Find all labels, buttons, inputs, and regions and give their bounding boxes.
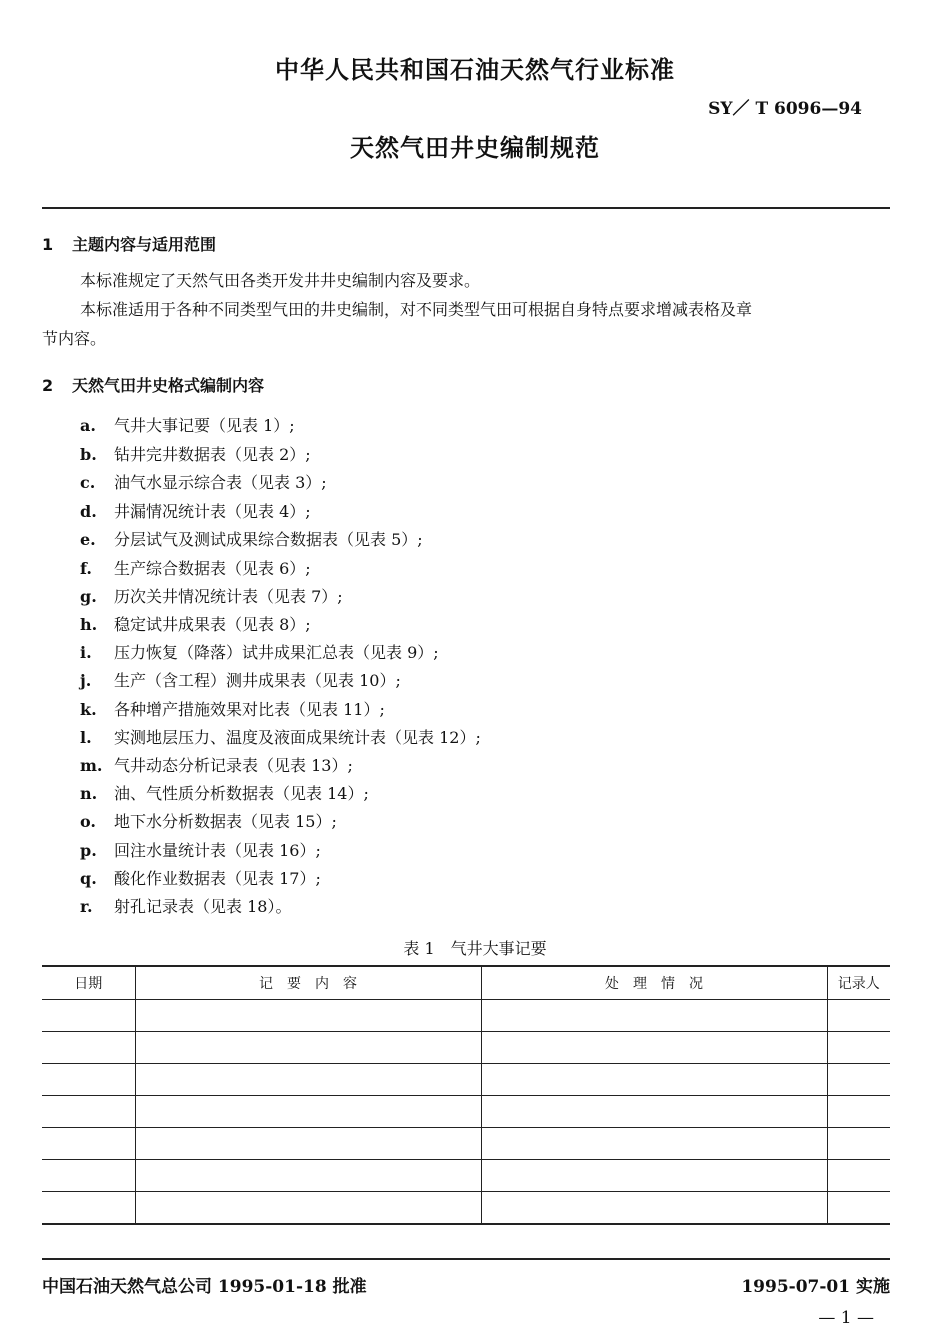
list-text: 回注水量统计表（见表 16）; <box>114 841 321 860</box>
list-text: 历次关井情况统计表（见表 7）; <box>114 587 343 606</box>
list-text: 酸化作业数据表（见表 17）; <box>114 869 321 888</box>
list-item <box>80 584 343 607</box>
table-cell <box>481 1192 827 1225</box>
table-cell <box>827 1096 890 1128</box>
header-recorder: 记录人 <box>827 966 890 1000</box>
table-cell <box>827 1032 890 1064</box>
well-events-table <box>42 965 890 1225</box>
table-cell <box>135 1192 481 1225</box>
list-letter: f. <box>80 559 92 578</box>
list-letter: d. <box>80 502 97 521</box>
list-text: 地下水分析数据表（见表 15）; <box>114 812 337 831</box>
list-letter: r. <box>80 897 93 916</box>
header-date: 日期 <box>42 966 135 1000</box>
list-letter: g. <box>80 587 97 606</box>
table-cell <box>827 1000 890 1032</box>
list-item <box>80 697 385 720</box>
list-text: 压力恢复（降落）试井成果汇总表（见表 9）; <box>114 643 439 662</box>
list-item <box>80 527 423 550</box>
list-letter: o. <box>80 812 96 831</box>
page-number: — 1 — <box>818 1308 874 1328</box>
list-text: 钻井完井数据表（见表 2）; <box>114 445 311 464</box>
approval-line: 中国石油天然气总公司 1995-01-18 批准 <box>42 1277 367 1297</box>
list-letter: n. <box>80 784 98 803</box>
standard-code: SY／ T 6096—94 <box>708 99 862 119</box>
table-cell <box>42 1160 135 1192</box>
table-cell <box>481 1064 827 1096</box>
table-row <box>42 1128 890 1160</box>
table-cell <box>42 1032 135 1064</box>
list-letter: q. <box>80 869 97 888</box>
list-item <box>80 470 327 493</box>
table-cell <box>481 1160 827 1192</box>
list-text: 生产综合数据表（见表 6）; <box>114 559 311 578</box>
main-title: 中华人民共和国石油天然气行业标准 <box>275 56 675 84</box>
table-row <box>42 1032 890 1064</box>
list-letter: m. <box>80 756 103 775</box>
section-1-heading <box>42 232 216 255</box>
list-item <box>80 668 401 691</box>
list-item <box>80 838 321 861</box>
list-letter: b. <box>80 445 97 464</box>
table-cell <box>135 1160 481 1192</box>
list-item <box>80 753 353 776</box>
list-item <box>80 499 311 522</box>
document-title: 天然气田井史编制规范 <box>350 134 600 162</box>
list-text: 分层试气及测试成果综合数据表（见表 5）; <box>114 530 423 549</box>
section-1-number: 1 <box>42 235 54 254</box>
table-cell <box>42 1064 135 1096</box>
section-2-title: 天然气田井史格式编制内容 <box>72 376 265 395</box>
list-item <box>80 781 369 804</box>
list-text: 油气水显示综合表（见表 3）; <box>114 473 327 492</box>
table-1-caption: 表 1 气井大事记要 <box>403 939 547 958</box>
list-text: 油、气性质分析数据表（见表 14）; <box>114 784 369 803</box>
implementation-date: 1995-07-01 实施 <box>741 1277 890 1297</box>
table-cell <box>135 1000 481 1032</box>
table-cell <box>42 1096 135 1128</box>
list-text: 射孔记录表（见表 18）。 <box>114 897 292 916</box>
list-item <box>80 894 291 917</box>
list-text: 井漏情况统计表（见表 4）; <box>114 502 311 521</box>
list-text: 实测地层压力、温度及液面成果统计表（见表 12）; <box>114 728 481 747</box>
table-row <box>42 1000 890 1032</box>
section-1-paragraph-1: 本标准规定了天然气田各类开发井井史编制内容及要求。 <box>80 271 481 290</box>
list-letter: e. <box>80 530 96 549</box>
table-header-row <box>42 966 890 1000</box>
table-cell <box>827 1128 890 1160</box>
table-row <box>42 1192 890 1225</box>
list-item <box>80 442 311 465</box>
list-text: 气井动态分析记录表（见表 13）; <box>114 756 353 775</box>
table-cell <box>481 1032 827 1064</box>
section-2-number: 2 <box>42 376 54 395</box>
table-cell <box>827 1064 890 1096</box>
list-text: 气井大事记要（见表 1）; <box>114 416 295 435</box>
list-item <box>80 556 311 579</box>
table-cell <box>481 1096 827 1128</box>
table-row <box>42 1064 890 1096</box>
header-content: 记 要 内 容 <box>135 966 481 1000</box>
table-cell <box>135 1096 481 1128</box>
list-text: 生产（含工程）测井成果表（见表 10）; <box>114 671 401 690</box>
top-divider <box>42 207 890 209</box>
table-cell <box>135 1128 481 1160</box>
bottom-divider <box>42 1258 890 1260</box>
section-2-heading <box>42 373 264 396</box>
header-handling: 处 理 情 况 <box>481 966 827 1000</box>
section-1-paragraph-2: 本标准适用于各种不同类型气田的井史编制，对不同类型气田可根据自身特点要求增减表格及章 <box>80 300 753 319</box>
table-cell <box>827 1192 890 1225</box>
table-row <box>42 1160 890 1192</box>
list-letter: a. <box>80 416 96 435</box>
list-text: 稳定试井成果表（见表 8）; <box>114 615 311 634</box>
section-1-title: 主题内容与适用范围 <box>72 235 217 254</box>
list-letter: c. <box>80 473 96 492</box>
list-item <box>80 725 481 748</box>
table-cell <box>42 1000 135 1032</box>
table-row <box>42 1096 890 1128</box>
list-letter: k. <box>80 700 97 719</box>
list-letter: j. <box>80 671 92 690</box>
list-item <box>80 640 439 663</box>
list-item <box>80 413 295 436</box>
list-letter: h. <box>80 615 98 634</box>
list-letter: l. <box>80 728 92 747</box>
list-item <box>80 612 311 635</box>
table-cell <box>42 1192 135 1225</box>
table-cell <box>827 1160 890 1192</box>
table-cell <box>481 1000 827 1032</box>
section-1-paragraph-2-cont: 节内容。 <box>42 329 107 348</box>
list-item <box>80 809 337 832</box>
table-cell <box>481 1128 827 1160</box>
list-letter: p. <box>80 841 97 860</box>
list-letter: i. <box>80 643 92 662</box>
table-cell <box>42 1128 135 1160</box>
list-item <box>80 866 321 889</box>
table-cell <box>135 1032 481 1064</box>
table-cell <box>135 1064 481 1096</box>
list-text: 各种增产措施效果对比表（见表 11）; <box>114 700 385 719</box>
